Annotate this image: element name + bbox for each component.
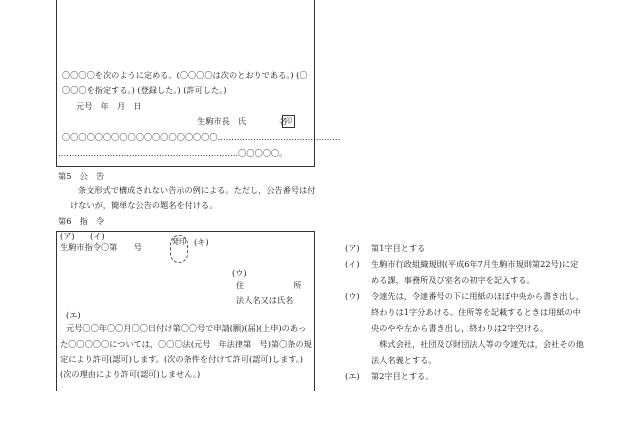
form-label-e: (エ) <box>66 310 81 320</box>
form-label-a: (ア) <box>60 231 75 241</box>
top-box-signer: 生駒市長 氏 名 <box>197 116 288 126</box>
note-a-label: (ア) <box>345 243 360 253</box>
note-i-line2: める課，事務所及び室名の初字を記入する。 <box>371 275 535 285</box>
note-u-line1: 令達先は，令達番号の下に用紙のほぼ中央から書き出し， <box>371 291 584 301</box>
top-box-line-a: 〇〇〇〇〇〇〇〇〇〇〇〇〇〇〇〇〇〇〇……………………………………… <box>62 132 341 142</box>
form-body-line4: (次の理由により許可(認可)しません。) <box>60 369 201 379</box>
note-e-line: 第2字目とする。 <box>371 371 434 381</box>
form-body-line1: 元号〇〇年〇〇月〇〇日付け第〇〇号で申請(願)(届)(上申)のあっ <box>66 323 307 333</box>
form-doc-number: 生駒市指令〇第 号 <box>60 242 142 252</box>
note-u-line2: 終わりは1字分あける。住所等を記載するときは用紙の中 <box>371 307 581 317</box>
note-u-line4: 株式会社，社団及び財団法人等の令達先は，会社その他 <box>371 339 584 349</box>
form-body-line3: 定により許可(認可)します。(次の条件を付けて許可(認可)します。) <box>60 354 304 364</box>
seal-stamp: 印 <box>282 115 295 128</box>
top-box-line2: 〇〇〇を指定する。) (登録した。) (許可した。) <box>62 85 227 95</box>
note-u-line5: 法人名義とする。 <box>371 355 437 365</box>
form-label-i: (イ) <box>90 231 105 241</box>
form-body-line2: た〇〇〇〇〇については，〇〇〇法(元号 年法律第 号)第〇条の規 <box>60 339 312 349</box>
form-address: 住 所 <box>236 280 302 290</box>
form-label-u: (ウ) <box>232 268 247 278</box>
note-e-label: (エ) <box>345 371 360 381</box>
top-box-line-b: …………………………………………………………〇〇〇〇〇。 <box>58 148 288 158</box>
section5-para-line2: けないが，簡単な公告の題名を付ける。 <box>70 200 218 210</box>
section5-heading: 第5 公 告 <box>58 171 105 181</box>
note-i-label: (イ) <box>345 259 360 269</box>
section6-heading: 第6 指 令 <box>58 216 105 226</box>
top-box-line1: 〇〇〇〇を次のように定める。(〇〇〇〇は次のとおりである。) (〇 <box>62 70 308 80</box>
note-i-line1: 生駒市行政組織規則(平成6年7月生駒市規則第22号)に定 <box>371 259 579 269</box>
issue-stamp: 発印 <box>170 235 188 263</box>
top-box-date: 元号 年 月 日 <box>76 101 142 111</box>
form-label-ki: (キ) <box>194 237 209 247</box>
section5-para-line1: 条文形式で構成されない告示の例による。ただし，公告番号は付 <box>78 185 316 195</box>
note-u-label: (ウ) <box>345 291 360 301</box>
note-u-line3: 央のやや左から書き出し，終わりは2字空ける。 <box>371 323 549 333</box>
note-a-line: 第1字目とする <box>371 243 426 253</box>
form-corp-name: 法人名又は氏名 <box>236 295 294 305</box>
